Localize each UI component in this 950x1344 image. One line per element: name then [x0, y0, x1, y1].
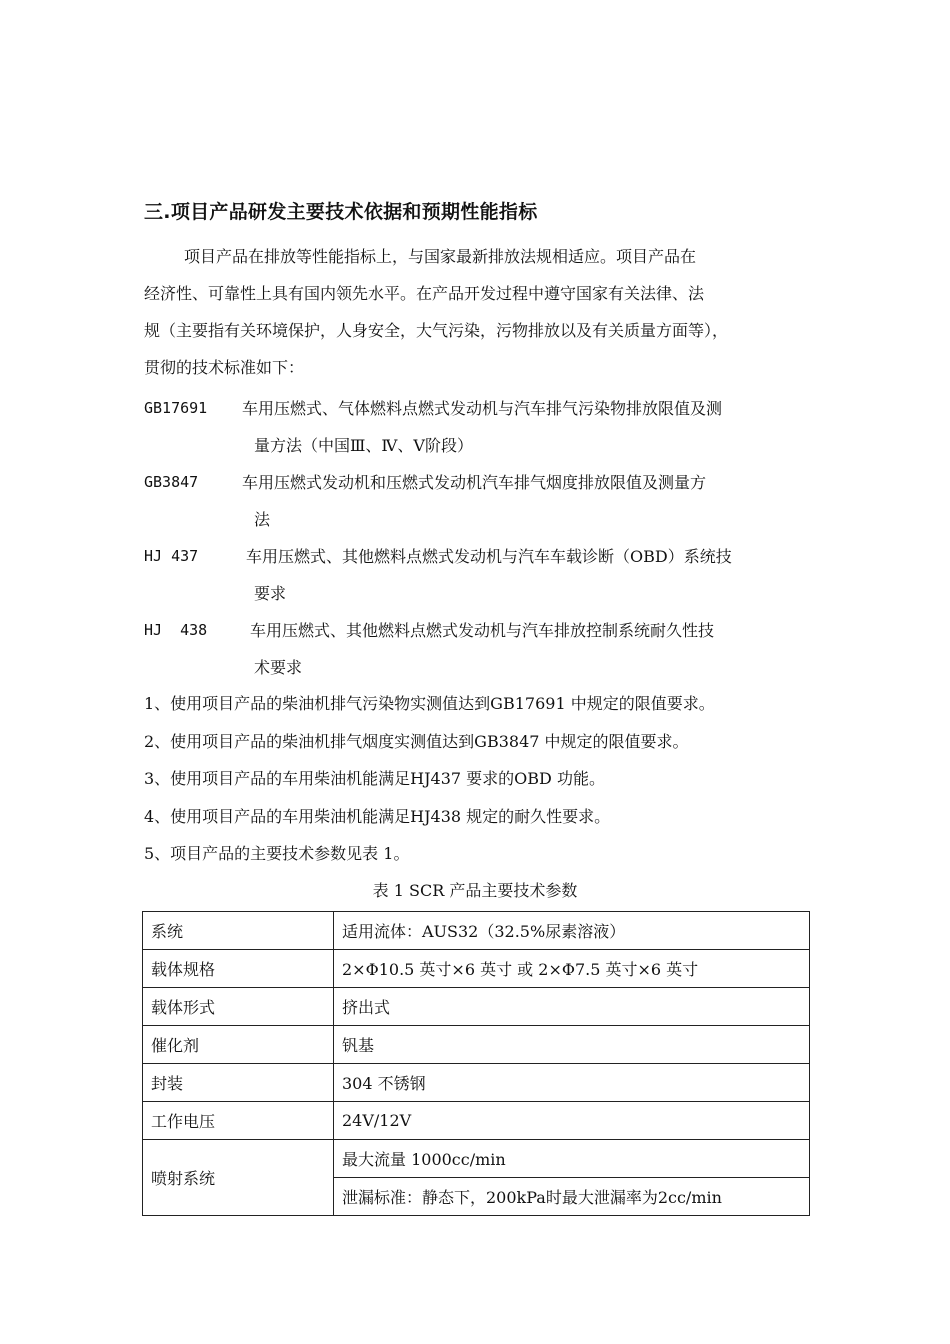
- standard-description-continued: 法: [254, 510, 271, 529]
- table-cell-label: 封装: [143, 1064, 334, 1102]
- table-cell-value: 泄漏标准：静态下，200kPa时最大泄漏率为2cc/min: [334, 1178, 810, 1216]
- table-cell-label: 喷射系统: [143, 1140, 334, 1216]
- intro-paragraph: [144, 238, 812, 386]
- paragraph-line: 经济性、可靠性上具有国内领先水平。在产品开发过程中遵守国家有关法律、法: [144, 284, 705, 303]
- table-row: [143, 912, 810, 950]
- table-cell-label: 催化剂: [143, 1026, 334, 1064]
- table-cell-value: 适用流体：AUS32（32.5%尿素溶液）: [334, 912, 810, 950]
- paragraph-line: 规（主要指有关环境保护，人身安全，大气污染，污物排放以及有关质量方面等），: [144, 321, 729, 340]
- table-cell-value: 24V/12V: [334, 1102, 810, 1140]
- paragraph-line: 项目产品在排放等性能指标上，与国家最新排放法规相适应。项目产品在: [184, 247, 697, 266]
- standard-code: HJ 438: [144, 621, 208, 639]
- requirement-list: [144, 685, 715, 873]
- standard-description: 车用压燃式、其他燃料点燃式发动机与汽车排放控制系统耐久性技: [250, 621, 715, 640]
- parameters-table: [142, 911, 810, 1216]
- table-row: [143, 1102, 810, 1140]
- standard-description-continued: 量方法（中国Ⅲ、Ⅳ、Ⅴ阶段）: [254, 436, 473, 455]
- paragraph-line: 贯彻的技术标准如下：: [144, 358, 305, 377]
- list-item: 5、项目产品的主要技术参数见表 1。: [144, 844, 410, 863]
- standard-description-continued: 术要求: [254, 658, 303, 677]
- section-heading: 三.项目产品研发主要技术依据和预期性能指标: [144, 201, 538, 223]
- table-cell-value: 挤出式: [334, 988, 810, 1026]
- table-row: [143, 988, 810, 1026]
- table-cell-value: 304 不锈钢: [334, 1064, 810, 1102]
- table-cell-label: 系统: [143, 912, 334, 950]
- standard-description: 车用压燃式发动机和压燃式发动机汽车排气烟度排放限值及测量方: [242, 473, 707, 492]
- table-cell-label: 载体形式: [143, 988, 334, 1026]
- table-row: [143, 1140, 810, 1178]
- table-cell-label: 载体规格: [143, 950, 334, 988]
- list-item: 4、使用项目产品的车用柴油机能满足HJ438 规定的耐久性要求。: [144, 806, 611, 826]
- standard-code: GB17691: [144, 399, 208, 417]
- standard-description: 车用压燃式、其他燃料点燃式发动机与汽车车载诊断（OBD）系统技: [246, 547, 732, 566]
- standard-code: HJ 437: [144, 547, 199, 565]
- table-row: [143, 1026, 810, 1064]
- standard-description-continued: 要求: [254, 584, 287, 603]
- standard-description: 车用压燃式、气体燃料点燃式发动机与汽车排气污染物排放限值及测: [242, 399, 723, 418]
- table-caption: 表 1 SCR 产品主要技术参数: [372, 881, 578, 900]
- table-row: [143, 1064, 810, 1102]
- list-item: 3、使用项目产品的车用柴油机能满足HJ437 要求的OBD 功能。: [144, 769, 605, 788]
- table-cell-value: 2×Φ10.5 英寸×6 英寸 或 2×Φ7.5 英寸×6 英寸: [334, 950, 810, 988]
- list-item: 2、使用项目产品的柴油机排气烟度实测值达到GB3847 中规定的限值要求。: [144, 731, 689, 751]
- table-cell-value: 最大流量 1000cc/min: [334, 1140, 810, 1178]
- table-cell-label: 工作电压: [143, 1102, 334, 1140]
- list-item: 1、使用项目产品的柴油机排气污染物实测值达到GB17691 中规定的限值要求。: [144, 694, 715, 713]
- table-row: [143, 950, 810, 988]
- table-cell-value: 钒基: [334, 1026, 810, 1064]
- standard-code: GB3847: [144, 473, 199, 491]
